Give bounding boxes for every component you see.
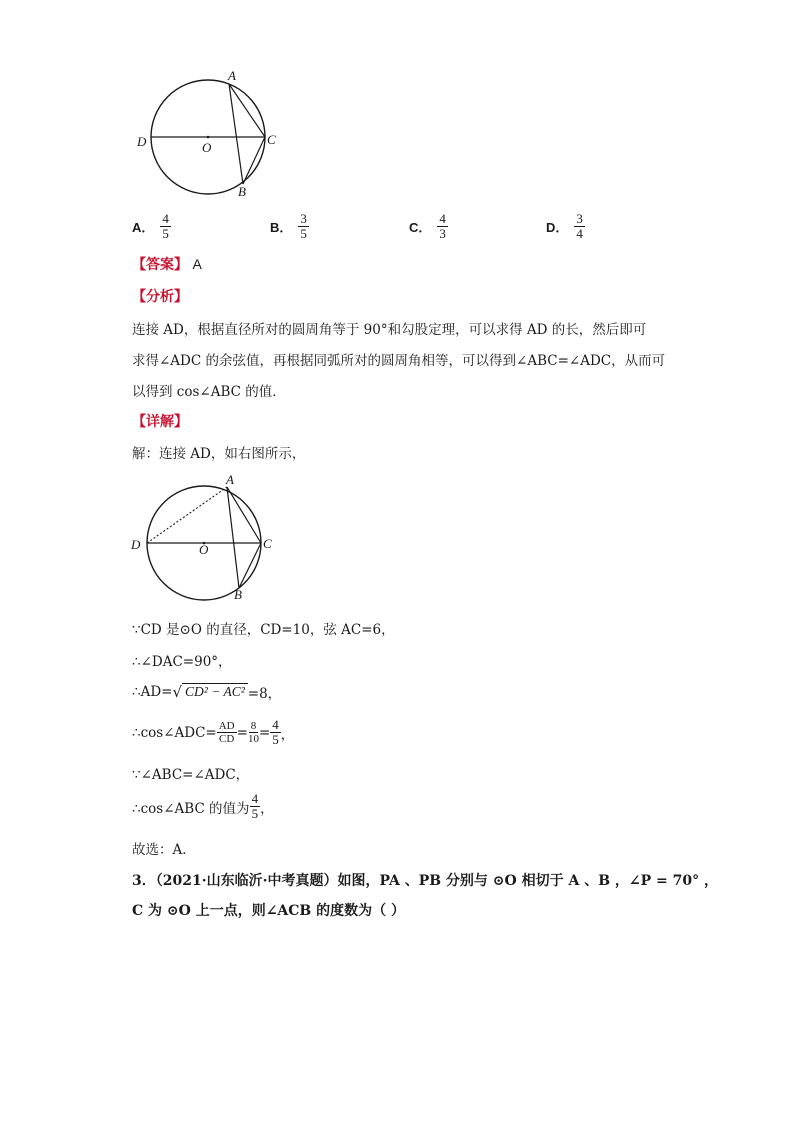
step-3: ∴AD= √ CD² − AC² =8， [132,683,282,702]
option-b[interactable] [270,212,309,241]
chord-bc [243,137,265,184]
step-2: ∴∠DAC=90°， [132,654,232,670]
option-a[interactable] [132,212,171,241]
option-fraction: $\frac{3}{4}$ [576,211,583,241]
fraction-4-5: $\frac{4}{5}$ [272,717,279,747]
fraction-result: $\frac{4}{5}$ [251,791,259,821]
analysis-line-3: 以得到 cos∠ABC 的值． [132,384,286,400]
label-o: O [199,542,209,557]
circle-figure-1 [130,64,290,198]
option-key: D． [546,220,569,235]
label-o: O [202,140,212,155]
analysis-tag: 【分析】 [132,288,188,304]
label-a: A [228,68,236,83]
option-fraction: $\frac{4}{5}$ [162,211,169,241]
fraction-ad-cd: $\frac{AD}{CD}$ [218,720,235,745]
detail-intro: 解：连接 AD，如右图所示， [132,446,306,462]
step-6: ∴cos∠ABC 的值为 $\frac{4}{5}$ ， [132,791,274,821]
step-5: ∵∠ABC=∠ADC， [132,767,250,783]
option-key: A． [132,220,155,235]
step-4: ∴cos∠ADC= $\frac{AD}{CD}$ = $\frac{8}{10}$ = $\frac{4}{5}$ ， [132,717,295,747]
option-fraction: $\frac{4}{3}$ [439,211,446,241]
answer-row [132,254,202,274]
label-d: D [131,537,141,552]
question-3-line-1: 3．（2021·山东临沂·中考真题）如图，PA 、PB 分别与 ⊙O 相切于 A 、B ，∠P = 70° ， [132,873,719,889]
option-key: C． [409,220,432,235]
answer-tag: 【答案】 [132,256,188,272]
chord-ac [229,84,265,137]
label-b: B [234,587,242,602]
label-d: D [137,134,147,149]
option-key: B． [270,220,293,235]
analysis-line-2: 求得∠ADC 的余弦值，再根据同弧所对的圆周角相等，可以得到∠ABC=∠ADC，从而可 [132,353,666,369]
question-3-line-2: C 为 ⊙O 上一点，则∠ACB 的度数为（ ） [132,903,406,919]
option-fraction: $\frac{3}{5}$ [300,211,307,241]
chord-ab [229,84,243,184]
option-c[interactable] [409,212,448,241]
label-c: C [267,132,276,147]
label-a: A [226,472,234,487]
final-choice: 故选：A． [132,842,196,858]
chord-bc [239,543,261,588]
circle-figure-2 [126,470,286,604]
chord-ad-dashed [147,487,227,543]
label-b: B [238,184,246,198]
fraction-8-10: $\frac{8}{10}$ [247,720,259,745]
step-1: ∵CD 是⊙O 的直径，CD=10，弦 AC=6， [132,622,395,638]
analysis-line-1: 连接 AD，根据直径所对的圆周角等于 90°和勾股定理，可以求得 AD 的长，然后即可 [132,322,647,338]
answer-value: A [192,256,202,272]
chord-ab [227,487,239,588]
center-dot [207,136,210,139]
sqrt-expression: √ CD² − AC² [172,683,247,701]
label-c: C [263,536,272,551]
option-d[interactable] [546,212,585,241]
detail-tag: 【详解】 [132,413,188,429]
